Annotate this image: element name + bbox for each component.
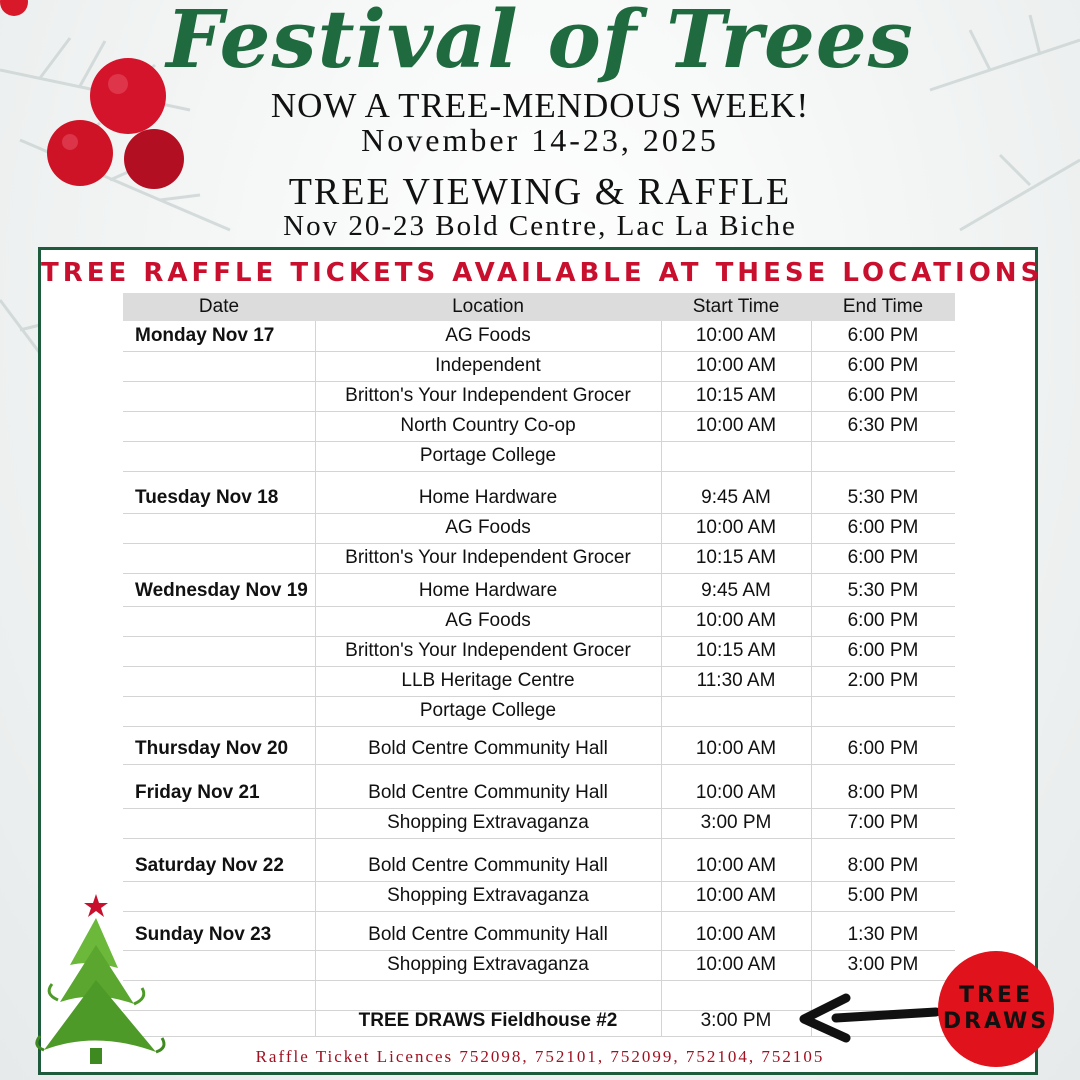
row-end-time: 2:00 PM bbox=[847, 670, 919, 691]
row-date bbox=[123, 696, 315, 726]
row-end-time: 3:00 PM bbox=[847, 954, 919, 975]
row-start-time: 9:45 AM bbox=[701, 487, 771, 508]
row-start-time: 10:00 AM bbox=[695, 738, 777, 759]
row-location: Portage College bbox=[419, 700, 557, 721]
row-start-time: 10:00 AM bbox=[695, 517, 777, 538]
row-start-time: 9:45 AM bbox=[701, 580, 771, 601]
row-date bbox=[123, 666, 315, 696]
row-start-time: 11:30 AM bbox=[696, 670, 776, 691]
row-start-time bbox=[661, 441, 811, 471]
row-location: LLB Heritage Centre bbox=[401, 670, 575, 691]
row-end-time: 6:00 PM bbox=[847, 547, 919, 568]
star-icon bbox=[84, 894, 108, 917]
schedule-rows bbox=[41, 250, 1044, 1072]
schedule-board bbox=[38, 247, 1044, 1075]
row-start-time: 10:00 AM bbox=[695, 610, 777, 631]
row-start-time: 10:00 AM bbox=[695, 954, 777, 975]
row-end-time bbox=[811, 441, 955, 471]
row-date bbox=[123, 543, 315, 573]
row-date bbox=[123, 351, 315, 381]
row-divider bbox=[123, 471, 955, 472]
row-location: Bold Centre Community Hall bbox=[368, 738, 608, 759]
row-start-time: 10:15 AM bbox=[695, 385, 777, 406]
row-divider bbox=[123, 726, 955, 727]
row-date bbox=[123, 381, 315, 411]
row-location: Bold Centre Community Hall bbox=[368, 924, 608, 945]
row-start-time: 10:00 AM bbox=[695, 924, 777, 945]
row-location: Britton's Your Independent Grocer bbox=[345, 385, 631, 406]
badge-line-1: TREE bbox=[958, 983, 1033, 1008]
row-location: Home Hardware bbox=[418, 580, 558, 601]
row-start-time: 3:00 PM bbox=[700, 812, 772, 833]
row-start-time: 3:00 PM bbox=[700, 1010, 772, 1031]
row-location: AG Foods bbox=[445, 610, 531, 631]
row-location: Portage College bbox=[419, 445, 557, 466]
row-start-time: 10:15 AM bbox=[695, 547, 777, 568]
row-start-time: 10:00 AM bbox=[695, 782, 777, 803]
arrow-left-icon bbox=[796, 992, 944, 1048]
row-date: Sunday Nov 23 bbox=[135, 924, 272, 945]
row-date: Monday Nov 17 bbox=[135, 325, 275, 346]
board-heading: TREE RAFFLE TICKETS AVAILABLE AT THESE LOCATIONS bbox=[41, 258, 1044, 288]
row-end-time: 6:00 PM bbox=[847, 355, 919, 376]
viewing-heading: TREE VIEWING & RAFFLE bbox=[288, 171, 792, 213]
event-dates: November 14-23, 2025 bbox=[361, 122, 719, 158]
row-end-time: 6:00 PM bbox=[847, 517, 919, 538]
row-location: North Country Co-op bbox=[400, 415, 576, 436]
row-date: Tuesday Nov 18 bbox=[135, 487, 279, 508]
column-header-end: End Time bbox=[842, 296, 924, 317]
row-location: Britton's Your Independent Grocer bbox=[345, 640, 631, 661]
event-subtitle: NOW A TREE-MENDOUS WEEK! bbox=[270, 86, 810, 125]
row-location: Britton's Your Independent Grocer bbox=[345, 547, 631, 568]
row-end-time: 6:00 PM bbox=[847, 640, 919, 661]
row-date bbox=[123, 441, 315, 471]
column-header-location: Location bbox=[452, 296, 524, 317]
row-divider bbox=[123, 764, 955, 765]
column-header-date: Date bbox=[198, 296, 240, 317]
row-end-time: 5:30 PM bbox=[847, 580, 919, 601]
row-end-time: 6:00 PM bbox=[847, 325, 919, 346]
event-title: Festival of Trees bbox=[166, 0, 914, 86]
row-date bbox=[123, 411, 315, 441]
column-header-start: Start Time bbox=[692, 296, 780, 317]
row-location: Bold Centre Community Hall bbox=[368, 855, 608, 876]
row-date: Saturday Nov 22 bbox=[135, 855, 284, 876]
row-date: Friday Nov 21 bbox=[135, 782, 260, 803]
row-start-time: 10:00 AM bbox=[695, 415, 777, 436]
row-location: Independent bbox=[435, 355, 541, 376]
row-end-time: 5:30 PM bbox=[847, 487, 919, 508]
row-date: Wednesday Nov 19 bbox=[135, 580, 308, 601]
venue-line: Nov 20-23 Bold Centre, Lac La Biche bbox=[283, 210, 797, 242]
row-end-time: 8:00 PM bbox=[847, 782, 919, 803]
row-end-time: 6:00 PM bbox=[847, 610, 919, 631]
badge-line-2: DRAWS bbox=[942, 1009, 1050, 1034]
row-date bbox=[123, 606, 315, 636]
row-date bbox=[123, 636, 315, 666]
row-location: Home Hardware bbox=[418, 487, 558, 508]
row-divider bbox=[123, 911, 955, 912]
row-start-time: 10:00 AM bbox=[695, 355, 777, 376]
christmas-tree-icon bbox=[30, 890, 170, 1070]
row-end-time bbox=[811, 696, 955, 726]
column-divider bbox=[661, 321, 662, 1036]
row-end-time: 1:30 PM bbox=[847, 924, 919, 945]
row-location: Bold Centre Community Hall bbox=[368, 782, 608, 803]
row-location: AG Foods bbox=[445, 517, 531, 538]
column-divider bbox=[315, 321, 316, 1036]
row-date bbox=[123, 808, 315, 838]
row-location: Shopping Extravaganza bbox=[387, 812, 589, 833]
row-end-time: 6:00 PM bbox=[847, 738, 919, 759]
row-start-time: 10:00 AM bbox=[695, 885, 777, 906]
row-end-time: 6:30 PM bbox=[847, 415, 919, 436]
row-end-time: 8:00 PM bbox=[847, 855, 919, 876]
column-divider bbox=[811, 321, 812, 1036]
licence-footer: Raffle Ticket Licences 752098, 752101, 752099, 752104, 752105 bbox=[255, 1047, 825, 1066]
row-date bbox=[123, 513, 315, 543]
row-start-time: 10:00 AM bbox=[695, 855, 777, 876]
row-start-time: 10:15 AM bbox=[695, 640, 777, 661]
row-start-time: 10:00 AM bbox=[695, 325, 777, 346]
row-start-time bbox=[661, 696, 811, 726]
row-divider bbox=[123, 573, 955, 574]
row-end-time: 6:00 PM bbox=[847, 385, 919, 406]
row-end-time: 7:00 PM bbox=[847, 812, 919, 833]
row-location: TREE DRAWS Fieldhouse #2 bbox=[358, 1010, 618, 1031]
row-date: Thursday Nov 20 bbox=[135, 738, 289, 759]
row-location: Shopping Extravaganza bbox=[387, 954, 589, 975]
row-location: Shopping Extravaganza bbox=[387, 885, 589, 906]
row-divider bbox=[123, 838, 955, 839]
row-end-time: 5:00 PM bbox=[847, 885, 919, 906]
row-location: AG Foods bbox=[445, 325, 531, 346]
